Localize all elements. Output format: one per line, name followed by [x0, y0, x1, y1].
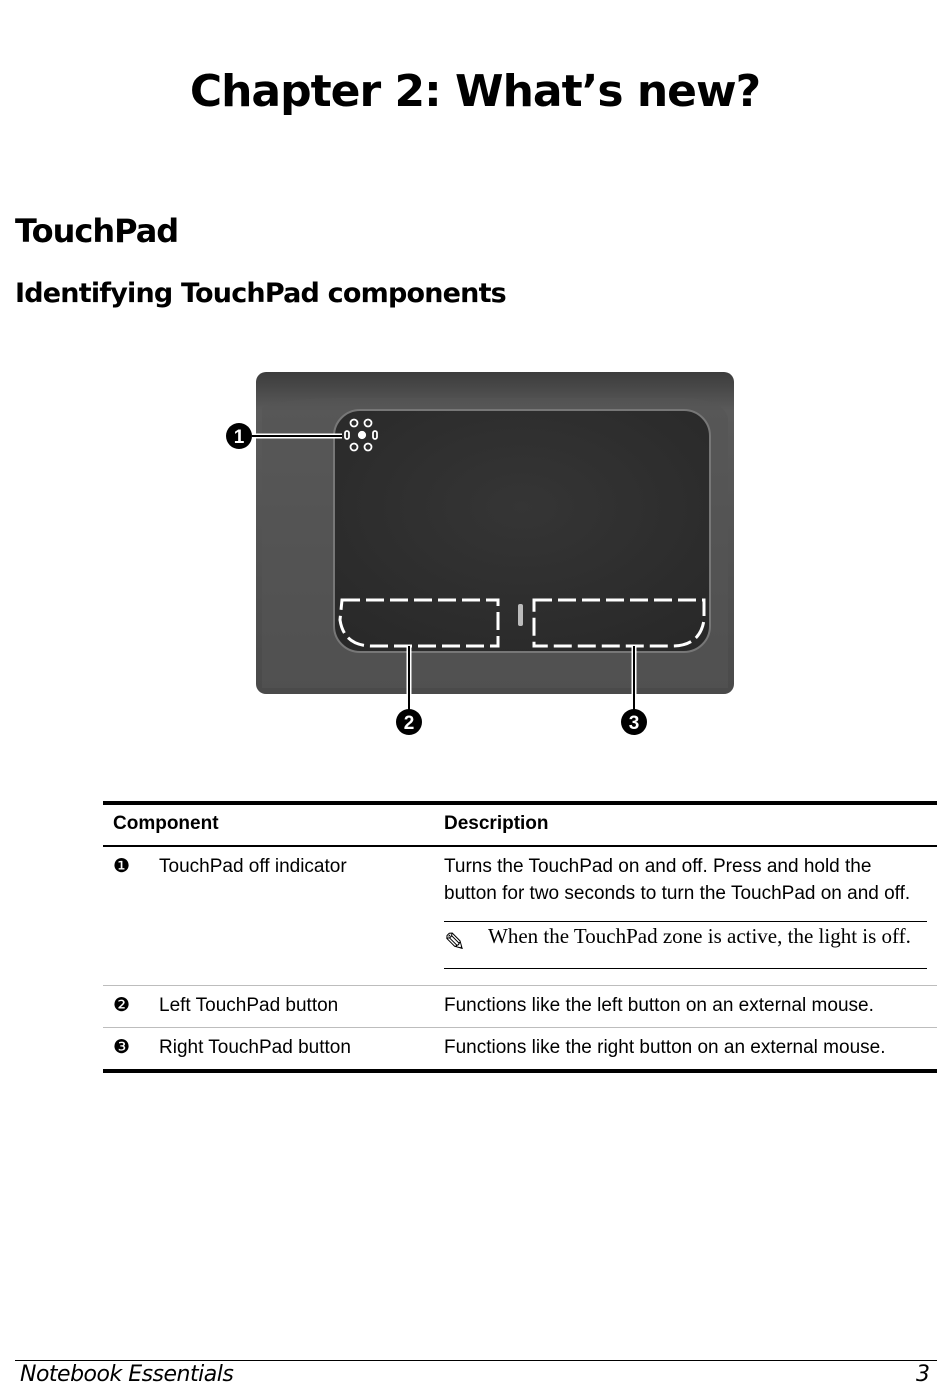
- callout-3-label: 3: [628, 713, 640, 734]
- header-description: Description: [434, 803, 937, 846]
- components-table: [103, 801, 937, 1073]
- subsection-title: Identifying TouchPad components: [15, 278, 506, 309]
- component-name: TouchPad off indicator: [159, 856, 347, 877]
- component-cell: [103, 1028, 434, 1072]
- table-row: [103, 986, 937, 1028]
- component-name: Left TouchPad button: [159, 995, 339, 1016]
- section-title: TouchPad: [15, 212, 179, 250]
- callout-number: ❷: [113, 995, 131, 1016]
- callout-1-label: 1: [233, 427, 245, 448]
- table-header-row: [103, 803, 937, 846]
- touchpad-figure: [222, 368, 742, 740]
- table-row: [103, 846, 937, 986]
- touchpad-illustration: [222, 368, 742, 740]
- description-cell: [434, 846, 937, 986]
- callout-number: ❶: [113, 856, 131, 877]
- pencil-icon: ✎: [444, 927, 466, 957]
- description-cell: [434, 1028, 937, 1072]
- callout-3-badge: [621, 709, 647, 735]
- footer-title: Notebook Essentials: [20, 1362, 234, 1387]
- description-text: Functions like the right button on an external mouse.: [444, 1037, 886, 1058]
- callout-2-label: 2: [403, 713, 415, 734]
- chapter-title: Chapter 2: What’s new?: [189, 66, 761, 117]
- button-divider: [518, 604, 523, 626]
- component-cell: [103, 846, 434, 986]
- note-text: When the TouchPad zone is active, the light is off.: [488, 924, 911, 948]
- description-text: Functions like the left button on an external mouse.: [444, 995, 874, 1016]
- note-box: [444, 921, 927, 969]
- callout-1-badge: [226, 423, 252, 449]
- callout-2-badge: [396, 709, 422, 735]
- description-text: Turns the TouchPad on and off. Press and hold the button for two seconds to turn the TouchPad on and off.: [444, 856, 911, 904]
- component-name: Right TouchPad button: [159, 1037, 351, 1058]
- header-component: Component: [103, 803, 434, 846]
- description-cell: [434, 986, 937, 1028]
- callout-number: ❸: [113, 1037, 131, 1058]
- table-row: [103, 1028, 937, 1072]
- footer-rule: [15, 1360, 937, 1361]
- page-number: 3: [916, 1362, 930, 1387]
- component-cell: [103, 986, 434, 1028]
